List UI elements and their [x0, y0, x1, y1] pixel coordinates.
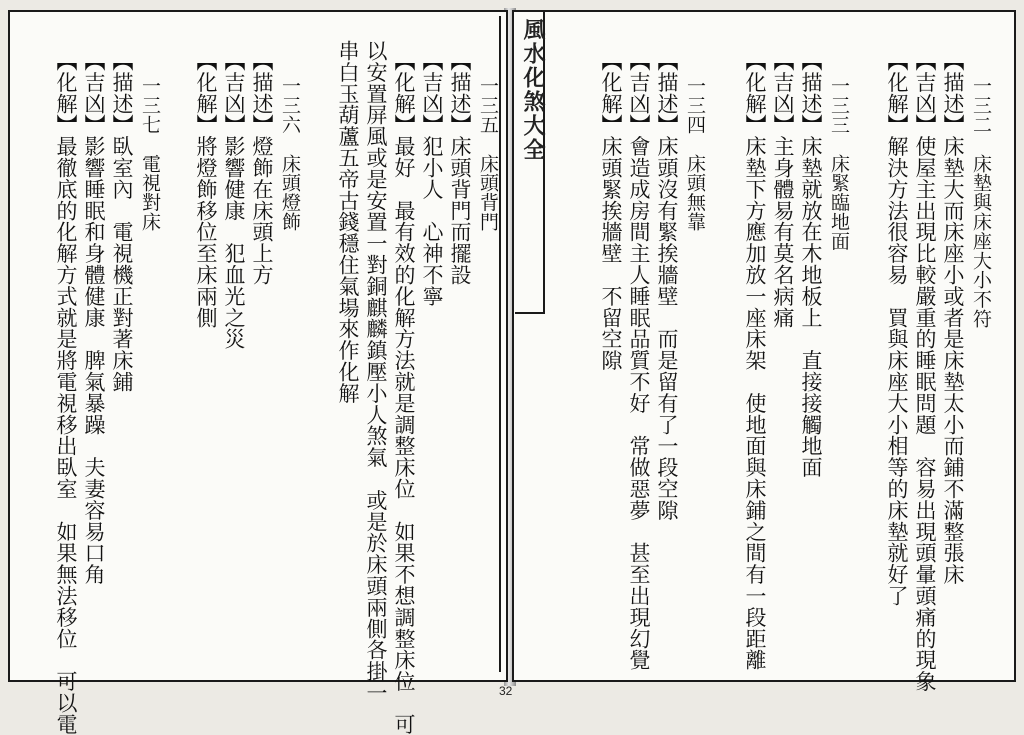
entry-line: 【化解】將燈飾移位至床兩側	[194, 50, 218, 329]
entry-line: 【描述】床墊就放在木地板上 直接接觸地面	[799, 50, 823, 478]
entry-line: 【描述】床頭沒有緊挨牆壁 而是留有了一段空隙	[655, 50, 679, 521]
page-number: 32	[499, 684, 513, 698]
entry-line: 【吉凶】會造成房間主人睡眠品質不好 常做惡夢 甚至出現幻覺	[627, 50, 651, 671]
entry-heading: 一三七 電視對床	[139, 76, 161, 232]
entry-line: 【吉凶】犯小人 心神不寧	[420, 50, 444, 307]
entry-line: 【化解】床頭緊挨牆壁 不留空隙	[599, 50, 623, 371]
entry-line: 【吉凶】主身體易有莫名病痛	[771, 50, 795, 329]
right-page	[512, 10, 1016, 692]
entry-line: 【吉凶】影響健康 犯血光之災	[222, 50, 246, 350]
entry-line: 【化解】床墊下方應加放一座床架 使地面與床鋪之間有一段距離	[743, 50, 767, 671]
entry-line: 【化解】最好 最有效的化解方法就是調整床位 如果不想調整床位 可	[392, 50, 416, 735]
entry-heading: 一三六 床頭燈飾	[279, 76, 301, 232]
running-head: 風水化煞大全	[520, 18, 546, 162]
page-frame-rule	[499, 16, 501, 672]
entry-heading: 一三五 床頭背門	[477, 76, 499, 232]
entry-line: 【吉凶】使屋主出現比較嚴重的睡眠問題 容易出現頭暈頭痛的現象	[913, 50, 937, 692]
entry-heading: 一三二 床墊與床座大小不符	[970, 76, 992, 329]
entry-line: 【描述】床頭背門而擺設	[448, 50, 472, 286]
entry-heading: 一三四 床頭無靠	[684, 76, 706, 232]
entry-line: 以安置屏風或是安置一對銅麒麟鎮壓小人煞氣 或是於床頭兩側各掛一	[364, 40, 388, 704]
entry-line: 串白玉葫蘆五帝古錢穩住氣場來作化解	[336, 40, 360, 404]
entry-heading: 一三三 床緊臨地面	[828, 76, 850, 251]
entry-line: 【描述】床墊大而床座小或者是床墊太小而鋪不滿整張床	[941, 50, 965, 585]
entry-line: 【化解】解決方法很容易 買與床座大小相等的床墊就好了	[885, 50, 909, 607]
running-head-box	[515, 12, 545, 314]
entry-line: 【描述】燈飾在床頭上方	[250, 50, 274, 286]
entry-line: 【吉凶】影響睡眠和身體健康 脾氣暴躁 夫妻容易口角	[82, 50, 106, 585]
entry-line: 【描述】臥室內 電視機正對著床鋪	[110, 50, 134, 393]
entry-line: 【化解】最徹底的化解方式就是將電視移出臥室 如果無法移位 可以電	[54, 50, 78, 735]
